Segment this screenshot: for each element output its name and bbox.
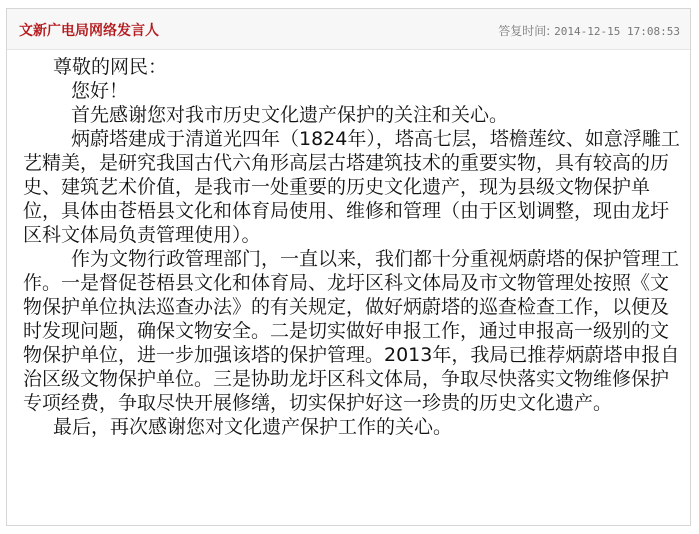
reply-body [23, 55, 683, 439]
reply-time-value: 2014-12-15 17:08:53 [554, 25, 680, 38]
paragraph-thanks: 首先感谢您对我市历史文化遗产保护的关注和关心。 [71, 104, 509, 126]
reply-time [498, 22, 680, 39]
responder-title: 文新广电局网络发言人 [19, 23, 159, 39]
paragraph-closing: 最后，再次感谢您对文化遗产保护工作的关心。 [53, 416, 453, 438]
greeting: 您好！ [71, 80, 129, 102]
paragraph-tower-info: 炳蔚塔建成于清道光四年（1824年），塔高七层，塔檐莲纹、如意浮雕工艺精美，是研究我国古代六角形高层古塔建筑技术的重要实物，具有较高的历史、建筑艺术价值，是我市一处重要的历史文化遗产，现为县级文物保护单位，具体由苍梧县文化和体育局使用、维修和管理（由于区划调整，现由龙圩区科文体局负责管理使用）。 [23, 128, 680, 246]
salutation: 尊敬的网民： [53, 56, 168, 78]
reply-header [7, 9, 690, 50]
reply-time-label: 答复时间: [498, 24, 551, 38]
paragraph-protection-work: 作为文物行政管理部门，一直以来，我们都十分重视炳蔚塔的保护管理工作。一是督促苍梧县文化和体育局、龙圩区科文体局及市文物管理处按照《文物保护单位执法巡查办法》的有关规定，做好炳蔚塔的巡查检查工作，以便及时发现问题，确保文物安全。二是切实做好申报工作，通过申报高一级别的文物保护单位，进一步加强该塔的保护管理。2013年，我局已推荐炳蔚塔申报自治区级文物保护单位。三是协助龙圩区科文体局，争取尽快落实文物维修保护专项经费，争取尽快开展修缮，切实保护好这一珍贵的历史文化遗产。 [23, 248, 680, 414]
reply-panel [6, 8, 691, 526]
